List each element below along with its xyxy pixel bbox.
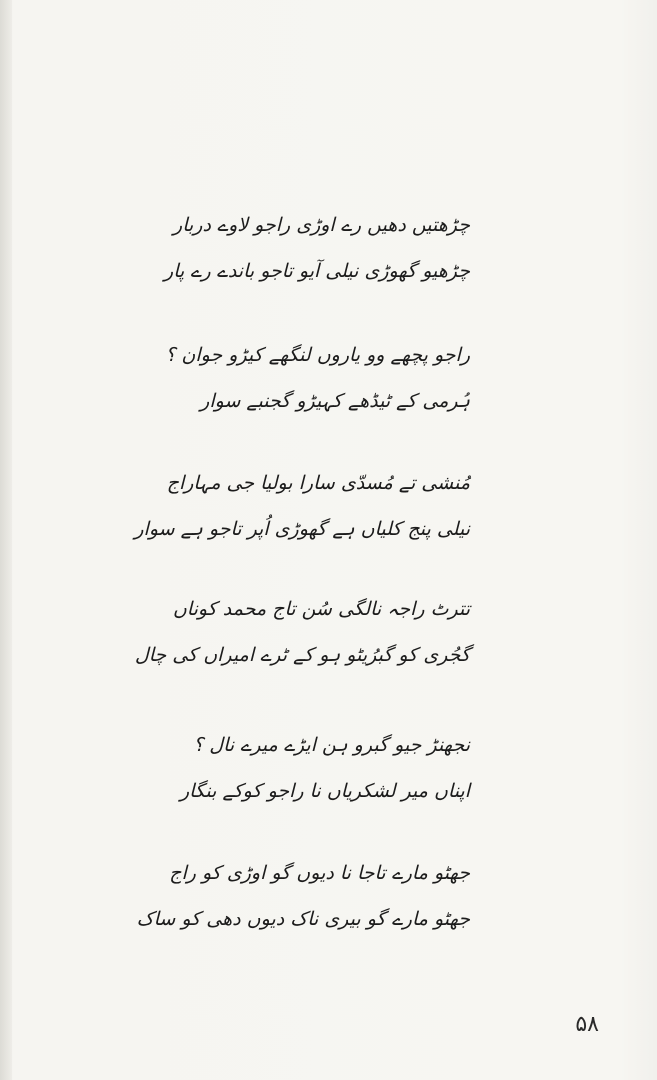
poem-line: نجھنڑ جیو گبرو ہن ایڑے میرے نال ؟ bbox=[193, 734, 470, 756]
page-number: ۵۸ bbox=[575, 1012, 599, 1037]
poem-line: جھٹو مارے تاجا نا دیوں گو اوڑی کو راج bbox=[169, 862, 470, 884]
stanza-5 bbox=[150, 722, 470, 814]
poem-line: تترٹ راجہ نالگی سُن تاج محمد کوناں bbox=[172, 598, 470, 620]
poem-line: ہُرمی کے ٹیڈھے کہیڑو گجنبے سوار bbox=[200, 390, 470, 412]
stanza-6 bbox=[136, 850, 470, 942]
poem-line: اپناں میر لشکریاں نا راجو کوکے بنگار bbox=[179, 780, 470, 802]
stanza-3 bbox=[134, 460, 470, 552]
poem-line: چڑھتیں دھیں رے اوڑی راجو لاوے دربار bbox=[173, 214, 470, 236]
page-gutter bbox=[0, 0, 12, 1080]
poem-line: نیلی پنج کلیاں ہے گھوڑی اُپر تاجو ہے سوار bbox=[134, 518, 470, 540]
poem-line: مُنشی تے مُسدّی سارا بولیا جی مہاراج bbox=[166, 472, 470, 494]
poem-line: جھٹو مارے گو بیری ناک دیوں دھی کو ساک bbox=[136, 908, 470, 930]
poem-line: راجو پچھے وو یاروں لنگھے کیڑو جوان ؟ bbox=[165, 344, 470, 366]
poem-line: چڑھیو گھوڑی نیلی آیو تاجو باندے رے پار bbox=[164, 260, 470, 282]
stanza-2 bbox=[150, 332, 470, 424]
stanza-1 bbox=[150, 202, 470, 294]
poem-line: گجُری کو گبرُیٹو ہو کے ٹرے امیراں کی چال bbox=[134, 644, 470, 666]
stanza-4 bbox=[134, 586, 470, 678]
